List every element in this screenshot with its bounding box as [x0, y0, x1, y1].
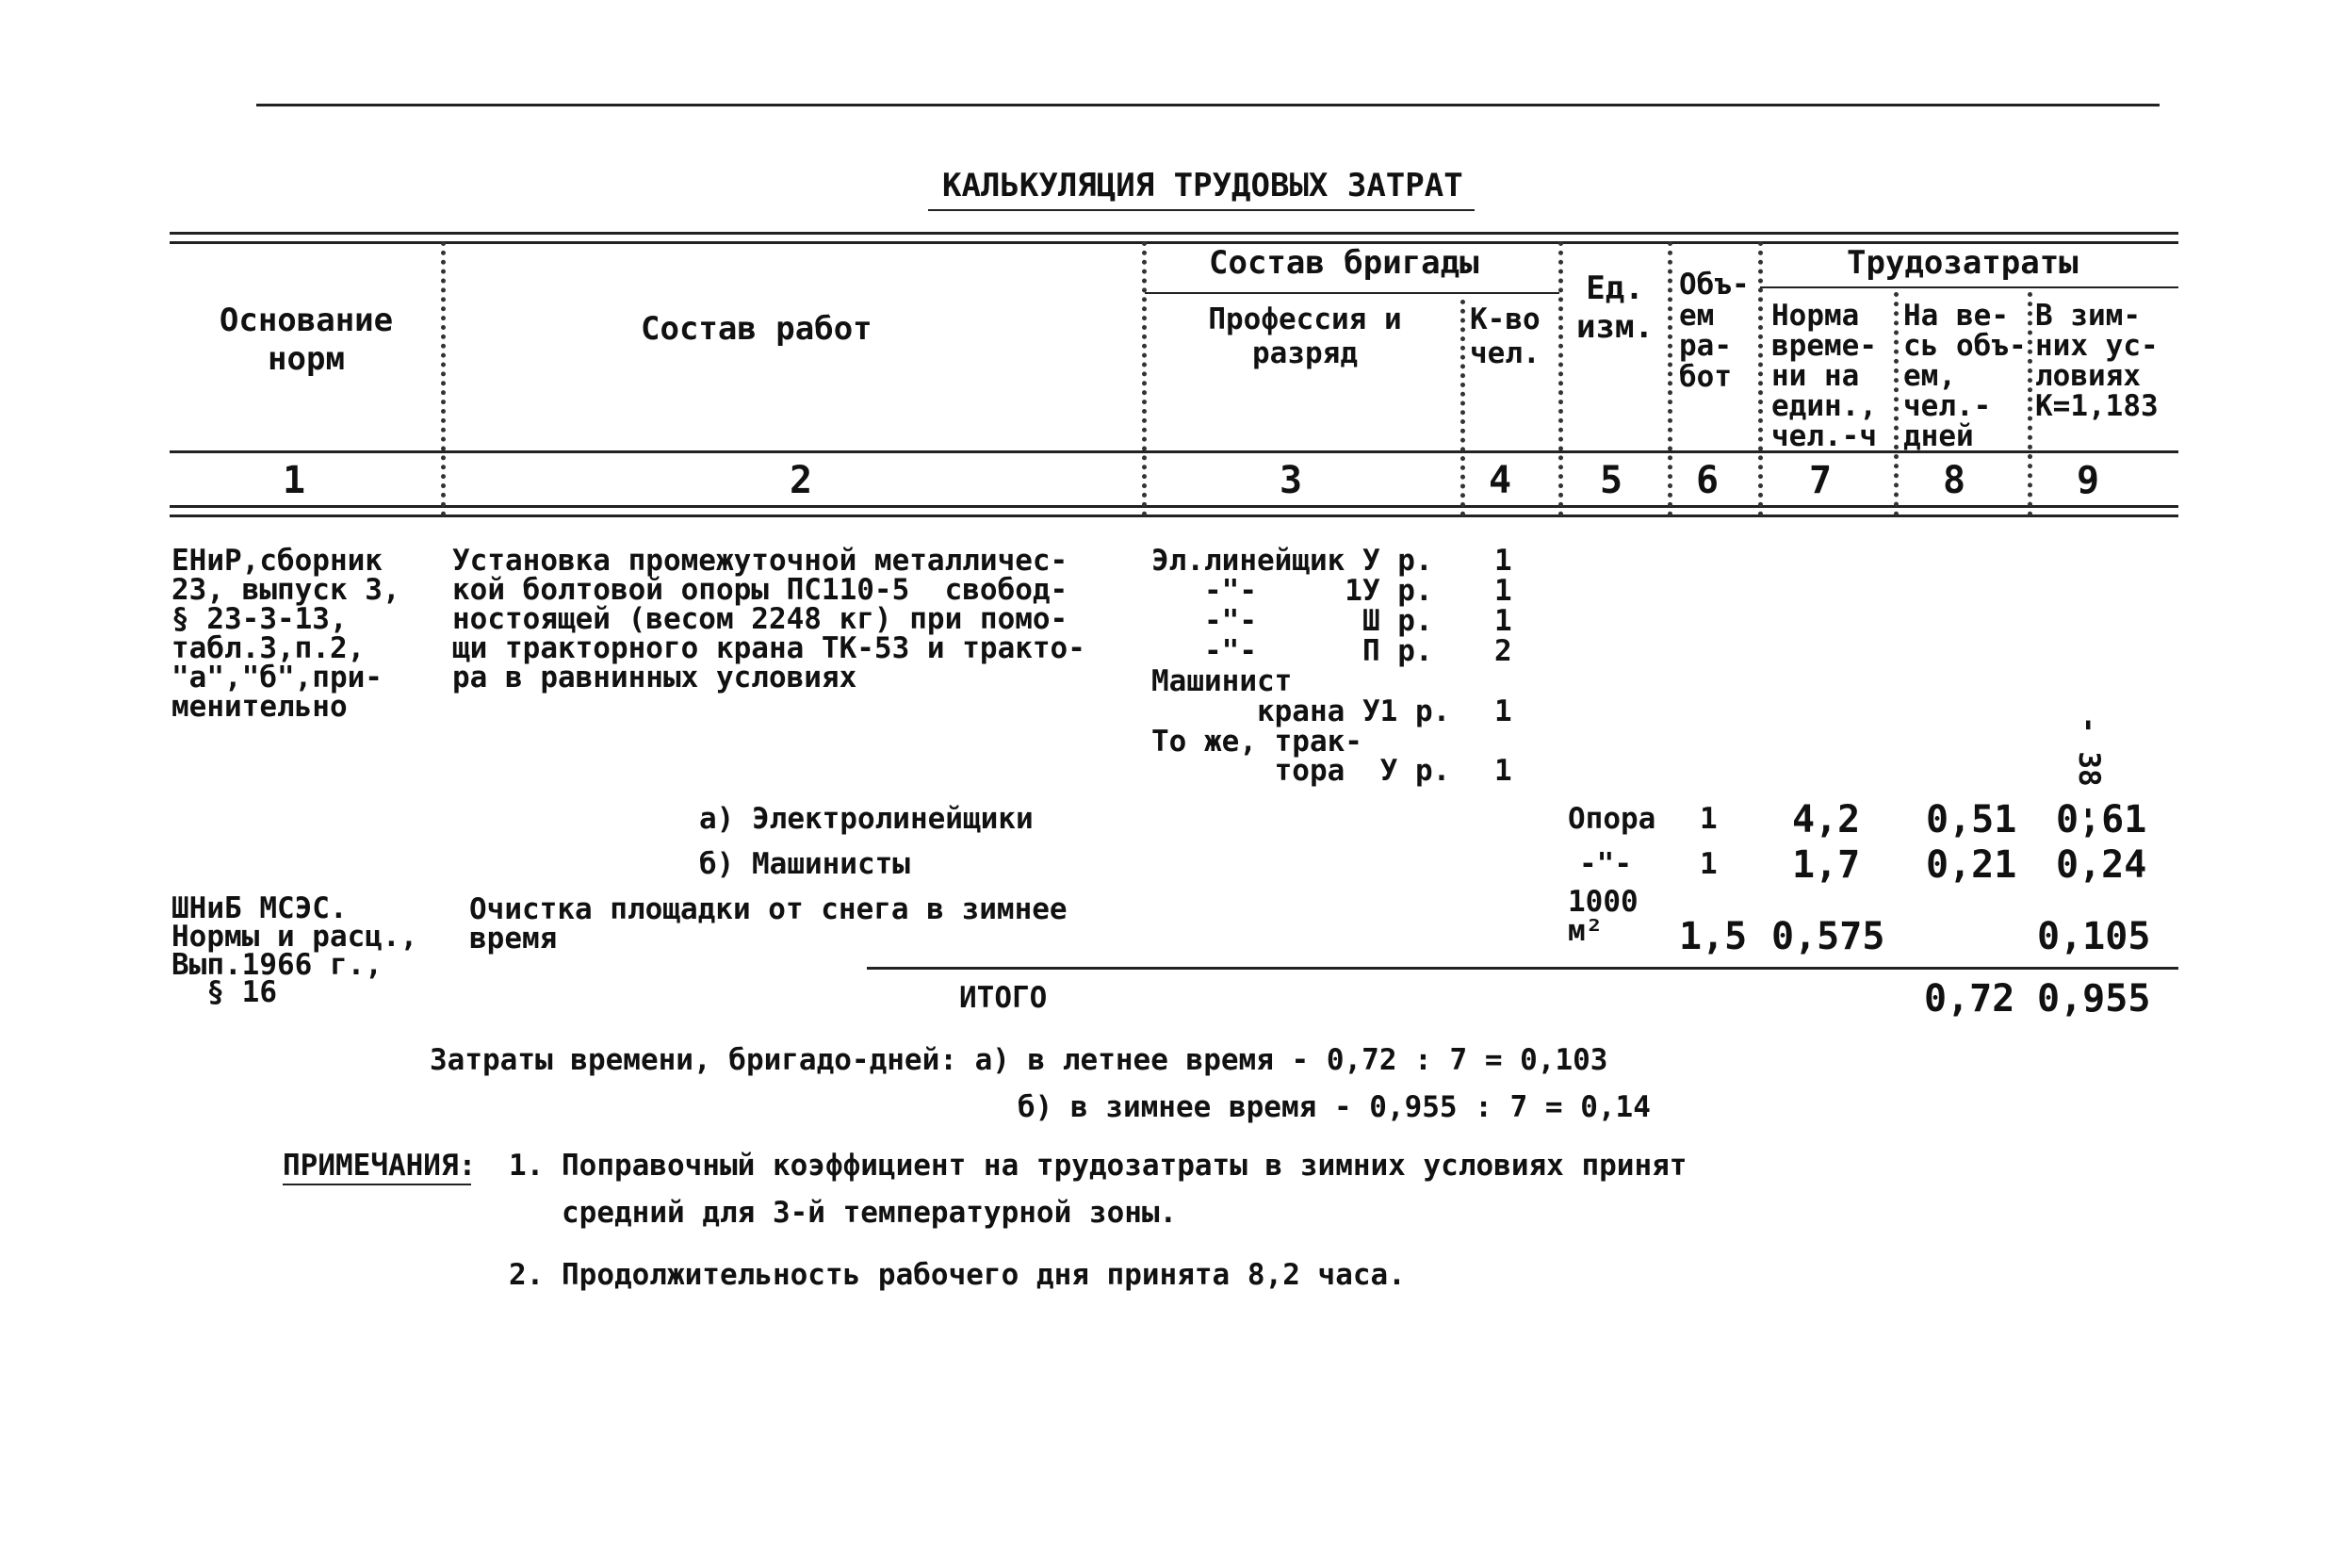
header-col4: К-во чел.: [1470, 302, 1541, 370]
title-underline: [928, 209, 1475, 211]
row1-count: 1 1 1 2 1 1: [1494, 544, 1512, 789]
header-col6: Объ- ем ра- бот: [1679, 268, 1750, 394]
col-sep-4: [1558, 241, 1563, 516]
header-col2: Состав работ: [641, 310, 872, 348]
sub-b-unit: -"-: [1579, 847, 1632, 881]
col-sep-1: [441, 241, 446, 516]
header-col1: Основание норм: [219, 302, 394, 378]
row2-norm: 0,575: [1771, 915, 1885, 958]
summary-line-2: б) в зимнее время - 0,955 : 7 = 0,14: [1018, 1090, 1651, 1124]
col-sep-3: [1460, 300, 1465, 516]
notes-label-underline: [283, 1184, 471, 1185]
col-number-7: 7: [1809, 459, 1833, 502]
sub-b-volume: 1: [1700, 847, 1718, 881]
row2-winter: 0,105: [2037, 915, 2151, 958]
sub-b-label: б) Машинисты: [699, 847, 910, 881]
header-labor-group: Трудозатраты: [1847, 244, 2079, 282]
col-number-5: 5: [1600, 459, 1623, 502]
col-number-3: 3: [1280, 459, 1303, 502]
col-number-6: 6: [1696, 459, 1720, 502]
col-number-4: 4: [1489, 459, 1512, 502]
col-number-1: 1: [283, 459, 306, 502]
sub-a-volume: 1: [1700, 802, 1718, 836]
total-label: ИТОГО: [959, 981, 1048, 1015]
total-rule: [867, 967, 2178, 970]
header-bottom-rule: [170, 450, 2178, 453]
note-1-line-1: 1. Поправочный коэффициент на трудозатраты в зимних условиях принят: [509, 1149, 1688, 1183]
row1-basis: ЕНиР,сборник 23, выпуск 3, § 23-3-13, табл.3,п.2, "а","б",при- менительно: [171, 544, 400, 724]
sub-a-winter: 0,61: [2056, 798, 2147, 841]
col-sep-7: [1894, 292, 1899, 516]
header-col3: Профессия и разряд: [1208, 302, 1402, 370]
row2-unit: 1000 м²: [1568, 885, 1639, 948]
note-1-line-2: средний для 3-й температурной зоны.: [562, 1196, 1178, 1230]
col-sep-2: [1142, 241, 1147, 516]
row1-work: Установка промежуточной металличес- кой болтовой опоры ПС110-5 свобод- ностоящей (весом 2248 кг) при помо- щи тракторного крана ТК-53 и тракто- ра в равнинных условиях: [452, 544, 1085, 694]
numbers-bottom-rule: [170, 505, 2178, 517]
labor-group-rule: [1760, 286, 2178, 288]
sub-b-winter: 0,24: [2056, 843, 2147, 887]
col-number-8: 8: [1943, 459, 1966, 502]
col-sep-8: [2028, 292, 2032, 516]
col-number-2: 2: [790, 459, 813, 502]
notes-label: ПРИМЕЧАНИЯ:: [283, 1149, 477, 1183]
row1-profession: Эл.линейщик У р. -"- 1У р. -"- Ш р. -"- П р. Машинист крана У1 р. То же, трак- тора У р.: [1151, 544, 1451, 789]
document-title: КАЛЬКУЛЯЦИЯ ТРУДОВЫХ ЗАТРАТ: [942, 167, 1463, 204]
summary-line-1: Затраты времени, бригадо-дней: а) в летнее время - 0,72 : 7 = 0,103: [430, 1043, 1608, 1077]
col-sep-6: [1758, 241, 1763, 516]
total-days: 0,72: [1924, 977, 2015, 1021]
side-page-number: - 38 -: [2072, 716, 2106, 822]
table-top-rule: [170, 232, 2178, 244]
brigade-group-rule: [1145, 292, 1559, 294]
top-rule: [256, 104, 2160, 106]
row2-basis: ШНиБ МСЭС. Нормы и расц., Вып.1966 г., § 16: [171, 891, 418, 1010]
note-2: 2. Продолжительность рабочего дня принята 8,2 часа.: [509, 1258, 1406, 1292]
sub-a-total: 0,51: [1926, 798, 2017, 841]
col-sep-5: [1668, 241, 1672, 516]
sub-a-norm: 4,2: [1792, 798, 1861, 841]
total-winter: 0,955: [2037, 977, 2151, 1021]
sub-a-label: а) Электролинейщики: [699, 802, 1034, 836]
header-col9: В зим- них ус- ловиях К=1,183: [2035, 299, 2159, 423]
col-number-9: 9: [2077, 459, 2100, 502]
sub-b-norm: 1,7: [1792, 843, 1861, 887]
row2-work: Очистка площадки от снега в зимнее время: [469, 892, 1068, 956]
sub-a-unit: Опора: [1568, 802, 1656, 836]
row2-volume: 1,5: [1679, 915, 1748, 958]
header-brigade-group: Состав бригады: [1209, 244, 1479, 282]
header-col5: Ед. изм.: [1576, 270, 1654, 346]
header-col8: На ве- сь объ- ем, чел.- дней: [1903, 299, 2027, 453]
header-col7: Норма време- ни на един., чел.-ч: [1771, 299, 1877, 453]
sub-b-total: 0,21: [1926, 843, 2017, 887]
